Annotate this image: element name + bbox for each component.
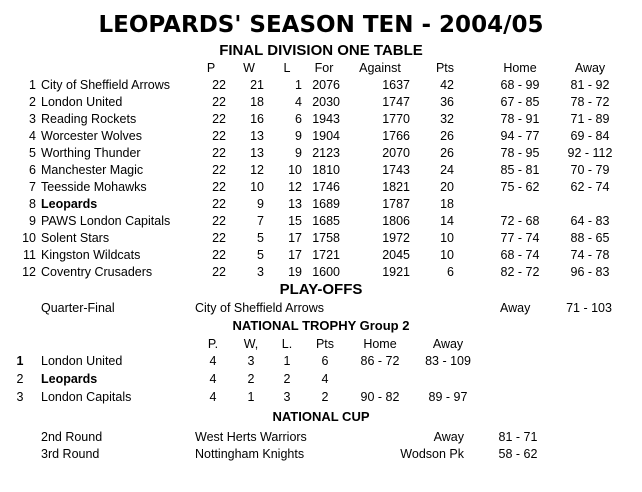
- lost: 10: [288, 163, 302, 177]
- cup-heading: NATIONAL CUP: [272, 409, 370, 424]
- lost: 1: [283, 354, 291, 368]
- played: 22: [212, 214, 226, 228]
- team-name: Manchester Magic: [41, 163, 144, 177]
- col-pts: Pts: [435, 61, 455, 75]
- home-score: 78 - 95: [500, 146, 540, 160]
- won: 21: [250, 78, 264, 92]
- points-against: 2045: [382, 248, 410, 262]
- playoffs-opponent: City of Sheffield Arrows: [195, 301, 324, 315]
- played: 22: [212, 180, 226, 194]
- cup-score: 58 - 62: [498, 447, 538, 461]
- won: 1: [247, 390, 255, 404]
- league-heading: FINAL DIVISION ONE TABLE: [219, 42, 423, 59]
- team-name: London Capitals: [41, 390, 132, 404]
- lost: 13: [288, 197, 302, 211]
- points-for: 1810: [312, 163, 340, 177]
- league-points: 14: [440, 214, 454, 228]
- team-name: Worcester Wolves: [41, 129, 142, 143]
- points-for: 2076: [312, 78, 340, 92]
- row-position: 1: [16, 354, 24, 368]
- played: 22: [212, 265, 226, 279]
- league-points: 20: [440, 180, 454, 194]
- home-score: 90 - 82: [360, 390, 400, 404]
- trophy-col-away: Away: [432, 337, 464, 351]
- away-score: 70 - 79: [570, 163, 610, 177]
- team-name: London United: [41, 354, 123, 368]
- col-against: Against: [359, 61, 401, 75]
- played: 22: [212, 95, 226, 109]
- playoffs-heading: PLAY-OFFS: [279, 281, 363, 298]
- trophy-col-l: L.: [281, 337, 293, 351]
- home-score: 85 - 81: [500, 163, 540, 177]
- away-score: 69 - 84: [570, 129, 610, 143]
- points-for: 1758: [312, 231, 340, 245]
- team-name: Teesside Mohawks: [41, 180, 147, 194]
- played: 22: [212, 146, 226, 160]
- trophy-col-p: P.: [207, 337, 219, 351]
- cup-round: 2nd Round: [41, 430, 103, 444]
- away-score: 83 - 109: [425, 354, 471, 368]
- cup-opponent: Nottingham Knights: [195, 447, 305, 461]
- playoffs-venue: Away: [500, 301, 531, 315]
- away-score: 81 - 92: [570, 78, 610, 92]
- league-points: 32: [440, 112, 454, 126]
- won: 3: [257, 265, 264, 279]
- points-for: 1746: [312, 180, 340, 194]
- team-name: Leopards: [41, 197, 98, 211]
- played: 4: [209, 372, 217, 386]
- home-score: 75 - 62: [500, 180, 540, 194]
- points-against: 1821: [382, 180, 410, 194]
- lost: 2: [283, 372, 291, 386]
- col-l: L: [283, 61, 291, 75]
- played: 22: [212, 163, 226, 177]
- playoffs-score: 71 - 103: [566, 301, 612, 315]
- points-for: 1943: [312, 112, 340, 126]
- cup-score: 81 - 71: [498, 430, 538, 444]
- home-score: 68 - 74: [500, 248, 540, 262]
- won: 3: [247, 354, 255, 368]
- away-score: 89 - 97: [428, 390, 468, 404]
- away-score: 92 - 112: [567, 146, 613, 160]
- lost: 4: [295, 95, 302, 109]
- team-name: Reading Rockets: [41, 112, 137, 126]
- lost: 9: [295, 146, 302, 160]
- played: 22: [212, 197, 226, 211]
- away-score: 71 - 89: [570, 112, 610, 126]
- trophy-col-pts: Pts: [315, 337, 335, 351]
- away-score: 62 - 74: [570, 180, 610, 194]
- away-score: 78 - 72: [570, 95, 610, 109]
- league-points: 42: [440, 78, 454, 92]
- col-w: W: [243, 61, 255, 75]
- points-against: 1747: [382, 95, 410, 109]
- league-points: 36: [440, 95, 454, 109]
- cup-venue: Away: [433, 430, 464, 444]
- row-position: 4: [29, 129, 36, 143]
- row-position: 3: [16, 390, 24, 404]
- league-points: 10: [440, 248, 454, 262]
- lost: 17: [288, 231, 302, 245]
- lost: 15: [288, 214, 302, 228]
- played: 4: [209, 390, 217, 404]
- col-for: For: [314, 61, 334, 75]
- playoffs-round: Quarter-Final: [41, 301, 115, 315]
- team-name: Solent Stars: [41, 231, 110, 245]
- trophy-col-w: W,: [243, 337, 259, 351]
- row-position: 1: [29, 78, 36, 92]
- away-score: 96 - 83: [570, 265, 610, 279]
- won: 16: [250, 112, 264, 126]
- col-home: Home: [503, 61, 537, 75]
- points-for: 1685: [312, 214, 340, 228]
- won: 10: [250, 180, 264, 194]
- group-points: 6: [321, 354, 329, 368]
- won: 12: [250, 163, 264, 177]
- team-name: Coventry Crusaders: [41, 265, 153, 279]
- points-for: 1689: [312, 197, 340, 211]
- team-name: City of Sheffield Arrows: [41, 78, 170, 92]
- row-position: 11: [23, 248, 36, 262]
- home-score: 78 - 91: [500, 112, 540, 126]
- lost: 9: [295, 129, 302, 143]
- lost: 1: [295, 78, 302, 92]
- cup-venue: Wodson Pk: [400, 447, 464, 461]
- row-position: 7: [29, 180, 36, 194]
- away-score: 88 - 65: [570, 231, 610, 245]
- home-score: 82 - 72: [500, 265, 540, 279]
- points-against: 1806: [382, 214, 410, 228]
- team-name: London United: [41, 95, 123, 109]
- trophy-heading: NATIONAL TROPHY Group 2: [232, 318, 410, 333]
- page-title: LEOPARDS' SEASON TEN - 2004/05: [98, 12, 544, 38]
- league-points: 18: [440, 197, 454, 211]
- won: 5: [257, 248, 264, 262]
- won: 13: [250, 129, 264, 143]
- won: 13: [250, 146, 264, 160]
- trophy-col-home: Home: [363, 337, 397, 351]
- team-name: Kingston Wildcats: [41, 248, 141, 262]
- home-score: 68 - 99: [500, 78, 540, 92]
- won: 5: [257, 231, 264, 245]
- lost: 17: [288, 248, 302, 262]
- points-for: 1904: [312, 129, 340, 143]
- league-points: 6: [447, 265, 454, 279]
- played: 22: [212, 248, 226, 262]
- row-position: 6: [29, 163, 36, 177]
- group-points: 4: [321, 372, 329, 386]
- away-score: 64 - 83: [570, 214, 610, 228]
- points-for: 1600: [312, 265, 340, 279]
- lost: 6: [295, 112, 302, 126]
- col-p: P: [206, 61, 216, 75]
- row-position: 2: [29, 95, 36, 109]
- league-points: 26: [440, 146, 454, 160]
- home-score: 86 - 72: [360, 354, 400, 368]
- col-away: Away: [574, 61, 606, 75]
- points-against: 1921: [382, 265, 410, 279]
- team-name: PAWS London Capitals: [41, 214, 171, 228]
- league-points: 24: [440, 163, 454, 177]
- row-position: 3: [29, 112, 36, 126]
- row-position: 9: [29, 214, 36, 228]
- team-name: Leopards: [41, 372, 98, 386]
- lost: 12: [288, 180, 302, 194]
- away-score: 74 - 78: [570, 248, 610, 262]
- home-score: 67 - 85: [500, 95, 540, 109]
- row-position: 12: [22, 265, 36, 279]
- home-score: 72 - 68: [500, 214, 540, 228]
- points-for: 1721: [312, 248, 340, 262]
- points-against: 1637: [382, 78, 410, 92]
- played: 22: [212, 78, 226, 92]
- home-score: 94 - 77: [500, 129, 540, 143]
- won: 7: [257, 214, 264, 228]
- played: 22: [212, 231, 226, 245]
- lost: 3: [283, 390, 291, 404]
- won: 2: [247, 372, 255, 386]
- points-against: 1972: [382, 231, 410, 245]
- points-against: 2070: [382, 146, 410, 160]
- lost: 19: [288, 265, 302, 279]
- home-score: 77 - 74: [500, 231, 540, 245]
- points-against: 1770: [382, 112, 410, 126]
- league-points: 10: [440, 231, 454, 245]
- group-points: 2: [321, 390, 329, 404]
- played: 22: [212, 112, 226, 126]
- league-points: 26: [440, 129, 454, 143]
- played: 22: [212, 129, 226, 143]
- played: 4: [209, 354, 217, 368]
- cup-round: 3rd Round: [41, 447, 100, 461]
- points-for: 2030: [312, 95, 340, 109]
- won: 9: [257, 197, 264, 211]
- won: 18: [250, 95, 264, 109]
- row-position: 8: [29, 197, 36, 211]
- cup-opponent: West Herts Warriors: [195, 430, 307, 444]
- row-position: 5: [29, 146, 36, 160]
- row-position: 10: [22, 231, 36, 245]
- points-against: 1787: [382, 197, 410, 211]
- points-for: 2123: [312, 146, 340, 160]
- points-against: 1766: [382, 129, 410, 143]
- team-name: Worthing Thunder: [41, 146, 141, 160]
- points-against: 1743: [382, 163, 410, 177]
- row-position: 2: [16, 372, 24, 386]
